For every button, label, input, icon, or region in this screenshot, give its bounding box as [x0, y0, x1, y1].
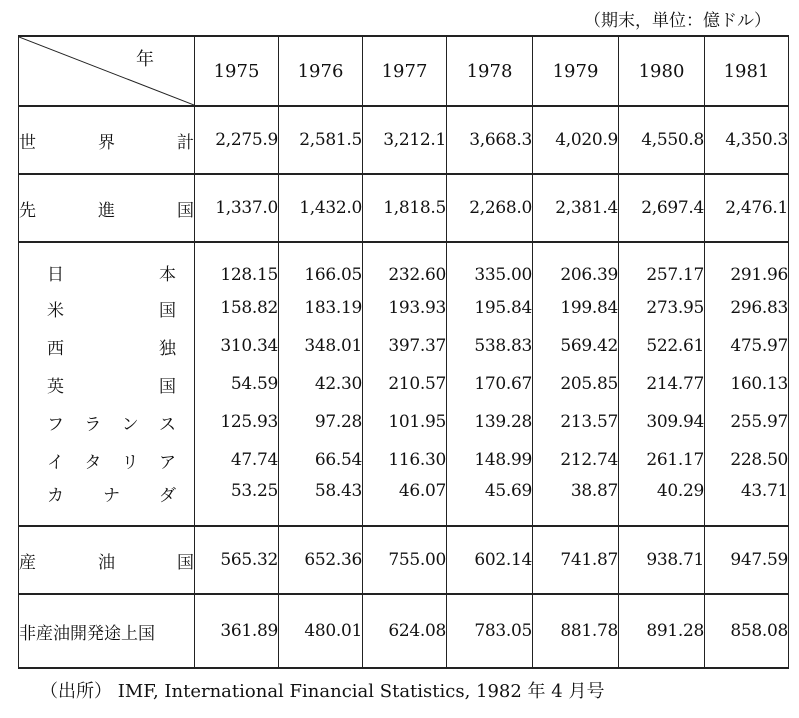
table-cell: 2,581.5 — [279, 106, 363, 174]
table-cell: 1,818.5 — [363, 174, 447, 242]
table-cell: 273.95 — [619, 289, 705, 327]
table-cell: 166.05 — [279, 242, 363, 289]
table-cell: 1,432.0 — [279, 174, 363, 242]
header-row — [19, 36, 789, 106]
table-cell: 139.28 — [447, 403, 533, 441]
table-cell: 4,350.3 — [705, 106, 789, 174]
table-cell: 214.77 — [619, 365, 705, 403]
table-cell: 4,020.9 — [533, 106, 619, 174]
table-cell: 212.74 — [533, 441, 619, 479]
corner-header-cell — [19, 36, 195, 106]
table-cell: 348.01 — [279, 327, 363, 365]
row-label: 西 独 — [19, 327, 195, 365]
table-row-oil-producing — [19, 526, 789, 594]
table-row-usa — [19, 289, 789, 327]
table-cell: 58.43 — [279, 479, 363, 526]
table-cell: 475.97 — [705, 327, 789, 365]
table-cell: 652.36 — [279, 526, 363, 594]
table-row-italy — [19, 441, 789, 479]
table-cell: 755.00 — [363, 526, 447, 594]
table-cell: 2,476.1 — [705, 174, 789, 242]
table-row-west-germany — [19, 327, 789, 365]
table-cell: 213.57 — [533, 403, 619, 441]
table-cell: 125.93 — [195, 403, 279, 441]
table-cell: 2,268.0 — [447, 174, 533, 242]
row-label: 米 国 — [19, 289, 195, 327]
table-cell: 193.93 — [363, 289, 447, 327]
table-cell: 2,381.4 — [533, 174, 619, 242]
row-label: フ ラ ン ス — [19, 403, 195, 441]
row-label: 世 界 計 — [19, 106, 195, 174]
table-cell: 335.00 — [447, 242, 533, 289]
row-label: 先 進 国 — [19, 174, 195, 242]
table-cell: 741.87 — [533, 526, 619, 594]
table-cell: 480.01 — [279, 594, 363, 668]
table-cell: 569.42 — [533, 327, 619, 365]
table-cell: 47.74 — [195, 441, 279, 479]
diagonal-line — [19, 37, 194, 105]
year-header: 1981 — [705, 36, 789, 106]
row-label: 非産油開発途上国 — [19, 594, 195, 668]
table-cell: 53.25 — [195, 479, 279, 526]
table-cell: 232.60 — [363, 242, 447, 289]
table-cell: 210.57 — [363, 365, 447, 403]
table-cell: 128.15 — [195, 242, 279, 289]
table-cell: 2,697.4 — [619, 174, 705, 242]
year-header: 1975 — [195, 36, 279, 106]
table-cell: 4,550.8 — [619, 106, 705, 174]
table-row-canada — [19, 479, 789, 526]
year-header: 1976 — [279, 36, 363, 106]
table-cell: 1,337.0 — [195, 174, 279, 242]
table-cell: 45.69 — [447, 479, 533, 526]
reserves-table — [18, 35, 789, 669]
table-cell: 2,275.9 — [195, 106, 279, 174]
table-cell: 38.87 — [533, 479, 619, 526]
table-cell: 205.85 — [533, 365, 619, 403]
table-cell: 195.84 — [447, 289, 533, 327]
row-label: 産 油 国 — [19, 526, 195, 594]
table-cell: 170.67 — [447, 365, 533, 403]
table-cell: 783.05 — [447, 594, 533, 668]
table-cell: 255.97 — [705, 403, 789, 441]
table-cell: 858.08 — [705, 594, 789, 668]
row-label: イ タ リ ア — [19, 441, 195, 479]
table-cell: 938.71 — [619, 526, 705, 594]
table-cell: 291.96 — [705, 242, 789, 289]
table-cell: 397.37 — [363, 327, 447, 365]
table-cell: 602.14 — [447, 526, 533, 594]
table-cell: 538.83 — [447, 327, 533, 365]
table-cell: 522.61 — [619, 327, 705, 365]
source-note: （出所） IMF, International Financial Statistics, 1982 年 4 月号 — [40, 681, 605, 702]
table-cell: 101.95 — [363, 403, 447, 441]
table-cell: 46.07 — [363, 479, 447, 526]
table-cell: 160.13 — [705, 365, 789, 403]
year-header: 1979 — [533, 36, 619, 106]
table-cell: 97.28 — [279, 403, 363, 441]
table-cell: 3,668.3 — [447, 106, 533, 174]
table-cell: 257.17 — [619, 242, 705, 289]
table-row-world-total — [19, 106, 789, 174]
table-cell: 310.34 — [195, 327, 279, 365]
table-row-france — [19, 403, 789, 441]
table-cell: 881.78 — [533, 594, 619, 668]
year-header: 1980 — [619, 36, 705, 106]
table-row-japan — [19, 242, 789, 289]
table-cell: 42.30 — [279, 365, 363, 403]
year-header: 1977 — [363, 36, 447, 106]
table-row-non-oil-developing — [19, 594, 789, 668]
table-cell: 624.08 — [363, 594, 447, 668]
table-cell: 148.99 — [447, 441, 533, 479]
table-cell: 40.29 — [619, 479, 705, 526]
table-cell: 261.17 — [619, 441, 705, 479]
table-cell: 183.19 — [279, 289, 363, 327]
table-cell: 199.84 — [533, 289, 619, 327]
table-cell: 309.94 — [619, 403, 705, 441]
unit-note: （期末，単位：億ドル） — [584, 11, 771, 31]
table-cell: 947.59 — [705, 526, 789, 594]
row-label: カ ナ ダ — [19, 479, 195, 526]
table-cell: 565.32 — [195, 526, 279, 594]
year-header: 1978 — [447, 36, 533, 106]
table-row-uk — [19, 365, 789, 403]
table-cell: 296.83 — [705, 289, 789, 327]
year-corner-label: 年 — [136, 49, 154, 70]
table-cell: 228.50 — [705, 441, 789, 479]
row-label: 日 本 — [19, 242, 195, 289]
table-cell: 891.28 — [619, 594, 705, 668]
table-cell: 3,212.1 — [363, 106, 447, 174]
table-cell: 66.54 — [279, 441, 363, 479]
row-label: 英 国 — [19, 365, 195, 403]
table-cell: 206.39 — [533, 242, 619, 289]
table-cell: 43.71 — [705, 479, 789, 526]
table-cell: 158.82 — [195, 289, 279, 327]
table-cell: 116.30 — [363, 441, 447, 479]
table-cell: 361.89 — [195, 594, 279, 668]
table-row-developed — [19, 174, 789, 242]
table-cell: 54.59 — [195, 365, 279, 403]
